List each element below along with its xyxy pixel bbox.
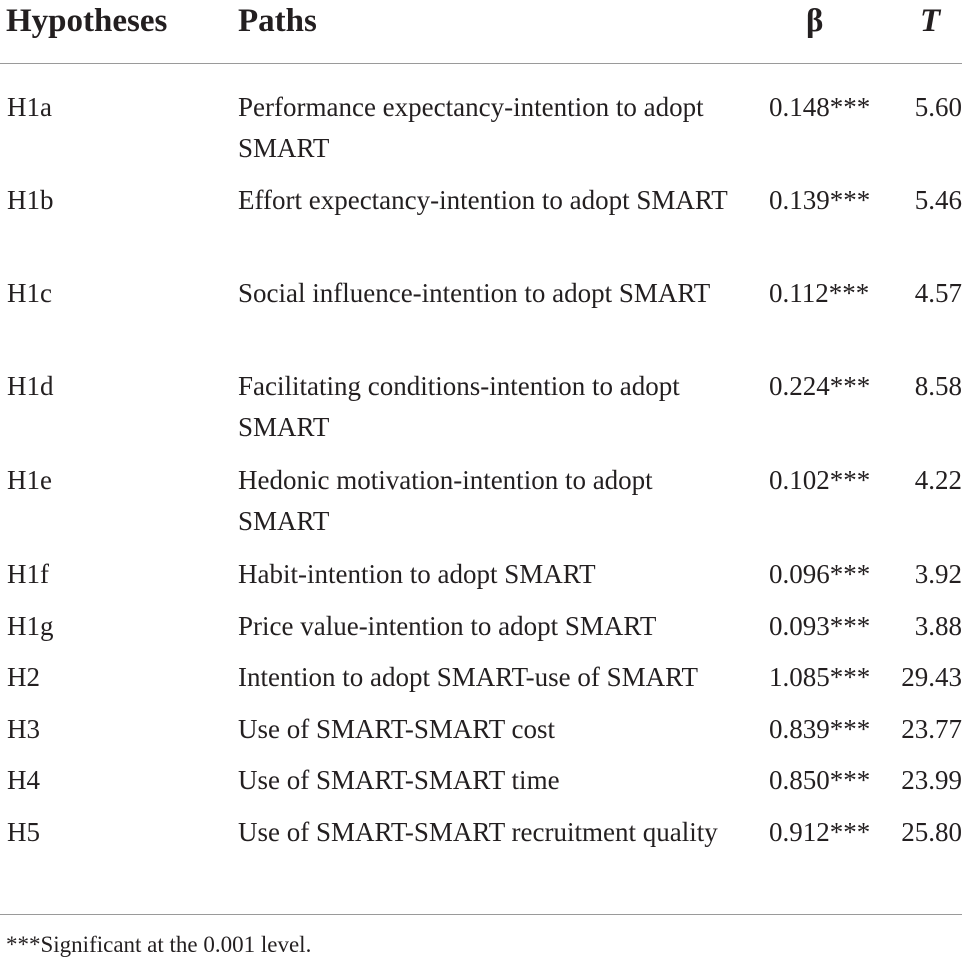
path-cell: Hedonic motivation-intention to adopt SMART [238, 465, 653, 536]
hypothesis-cell: H1f [7, 559, 49, 589]
header-t: T [920, 3, 941, 39]
beta-cell: 0.093*** [769, 611, 871, 641]
header-paths: Paths [238, 3, 317, 39]
header-hypotheses: Hypotheses [6, 3, 168, 39]
hypothesis-cell: H1b [7, 185, 54, 215]
hypothesis-cell: H4 [7, 765, 40, 795]
beta-cell: 0.839*** [769, 714, 871, 744]
beta-cell: 0.139*** [769, 185, 871, 215]
path-cell: Facilitating conditions-intention to adopt SMART [238, 371, 680, 442]
t-cell: 4.22 [914, 465, 962, 495]
path-cell: Effort expectancy-intention to adopt SMART [238, 185, 728, 215]
path-cell: Intention to adopt SMART-use of SMART [238, 662, 699, 692]
t-cell: 23.99 [901, 765, 962, 795]
beta-cell: 0.102*** [769, 465, 871, 495]
beta-cell: 0.112*** [769, 278, 870, 308]
path-cell: Use of SMART-SMART time [238, 765, 560, 795]
t-cell: 8.58 [914, 371, 962, 401]
hypothesis-cell: H1d [7, 371, 54, 401]
t-cell: 23.77 [901, 714, 962, 744]
t-cell: 3.92 [914, 559, 962, 589]
beta-cell: 0.224*** [769, 371, 871, 401]
hypothesis-cell: H1a [7, 92, 52, 122]
hypothesis-cell: H1g [7, 611, 54, 641]
beta-cell: 0.850*** [769, 765, 871, 795]
path-cell: Habit-intention to adopt SMART [238, 559, 596, 589]
t-cell: 5.46 [914, 185, 962, 215]
beta-cell: 0.912*** [769, 817, 871, 847]
beta-cell: 0.148*** [769, 92, 871, 122]
t-cell: 3.88 [914, 611, 962, 641]
footnote: ***Significant at the 0.001 level. [6, 932, 312, 957]
top-divider [0, 63, 962, 64]
hypothesis-cell: H1c [7, 278, 52, 308]
beta-cell: 0.096*** [769, 559, 871, 589]
path-cell: Use of SMART-SMART cost [238, 714, 556, 744]
hypothesis-cell: H1e [7, 465, 52, 495]
hypothesis-cell: H5 [7, 817, 40, 847]
bottom-divider [0, 914, 962, 915]
hypothesis-cell: H2 [7, 662, 40, 692]
t-cell: 25.80 [901, 817, 962, 847]
beta-cell: 1.085*** [769, 662, 871, 692]
path-cell: Price value-intention to adopt SMART [238, 611, 657, 641]
t-cell: 5.60 [914, 92, 962, 122]
header-beta: β [806, 3, 824, 39]
path-cell: Use of SMART-SMART recruitment quality [238, 817, 718, 847]
t-cell: 4.57 [914, 278, 962, 308]
path-cell: Performance expectancy-intention to adopt SMART [238, 92, 704, 163]
path-cell: Social influence-intention to adopt SMART [238, 278, 711, 308]
hypothesis-cell: H3 [7, 714, 40, 744]
t-cell: 29.43 [901, 662, 962, 692]
